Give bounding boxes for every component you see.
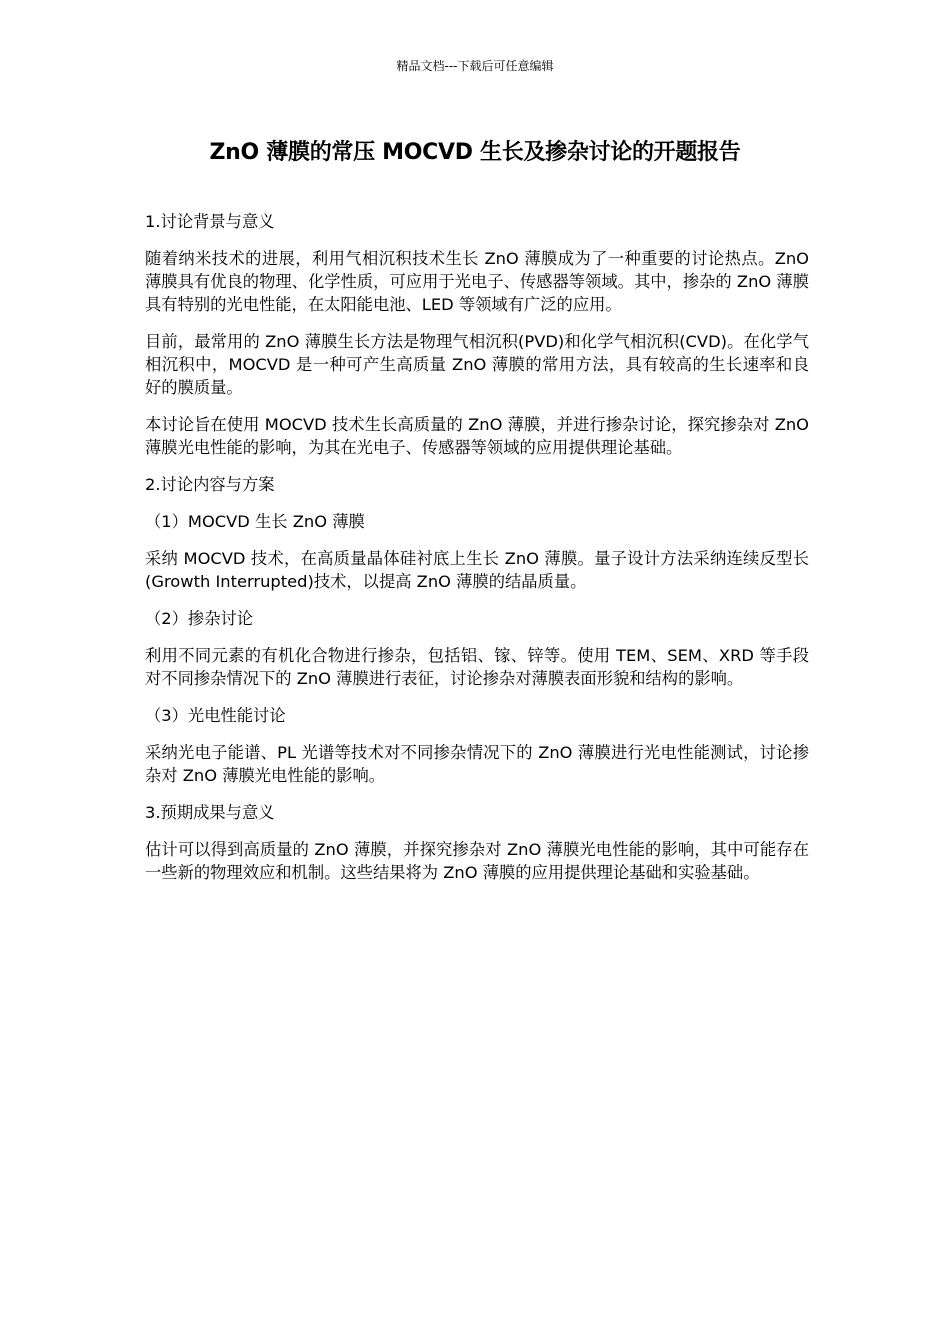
subsection-heading-growth: （1）MOCVD 生长 ZnO 薄膜 xyxy=(145,512,365,531)
subsection-heading-optoelectronic: （3）光电性能讨论 xyxy=(145,706,286,725)
paragraph: 本讨论旨在使用 MOCVD 技术生长高质量的 ZnO 薄膜，并进行掺杂讨论，探究掺杂对 ZnO 薄膜光电性能的影响，为其在光电子、传感器等领域的应用提供理论基础。 xyxy=(145,415,809,457)
section-heading-content: 2.讨论内容与方案 xyxy=(145,475,275,494)
document-title: ZnO 薄膜的常压 MOCVD 生长及掺杂讨论的开题报告 xyxy=(209,140,741,165)
paragraph: 目前，最常用的 ZnO 薄膜生长方法是物理气相沉积(PVD)和化学气相沉积(CVD)。在化学气相沉积中，MOCVD 是一种可产生高质量 ZnO 薄膜的常用方法，具有较高的生长速率和良好的膜质量。 xyxy=(145,332,809,397)
document-body xyxy=(145,210,809,898)
subsection-heading-doping: （2）掺杂讨论 xyxy=(145,609,254,628)
paragraph: 估计可以得到高质量的 ZnO 薄膜，并探究掺杂对 ZnO 薄膜光电性能的影响，其中可能存在一些新的物理效应和机制。这些结果将为 ZnO 薄膜的应用提供理论基础和实验基础。 xyxy=(145,840,809,882)
paragraph: 采纳 MOCVD 技术，在高质量晶体硅衬底上生长 ZnO 薄膜。量子设计方法采纳连续反型长(Growth Interrupted)技术，以提高 ZnO 薄膜的结晶质量。 xyxy=(145,549,809,591)
paragraph: 采纳光电子能谱、PL 光谱等技术对不同掺杂情况下的 ZnO 薄膜进行光电性能测试，讨论掺杂对 ZnO 薄膜光电性能的影响。 xyxy=(145,743,809,785)
paragraph: 随着纳米技术的进展，利用气相沉积技术生长 ZnO 薄膜成为了一种重要的讨论热点。ZnO 薄膜具有优良的物理、化学性质，可应用于光电子、传感器等领域。其中，掺杂的 ZnO 薄膜具有特别的光电性能，在太阳能电池、LED 等领域有广泛的应用。 xyxy=(145,249,809,314)
paragraph: 利用不同元素的有机化合物进行掺杂，包括铝、镓、锌等。使用 TEM、SEM、XRD 等手段对不同掺杂情况下的 ZnO 薄膜进行表征，讨论掺杂对薄膜表面形貌和结构的影响。 xyxy=(145,646,809,688)
section-heading-background: 1.讨论背景与意义 xyxy=(145,212,275,231)
page-header: 精品文档---下载后可任意编辑 xyxy=(396,59,554,73)
section-heading-expected-results: 3.预期成果与意义 xyxy=(145,803,275,822)
